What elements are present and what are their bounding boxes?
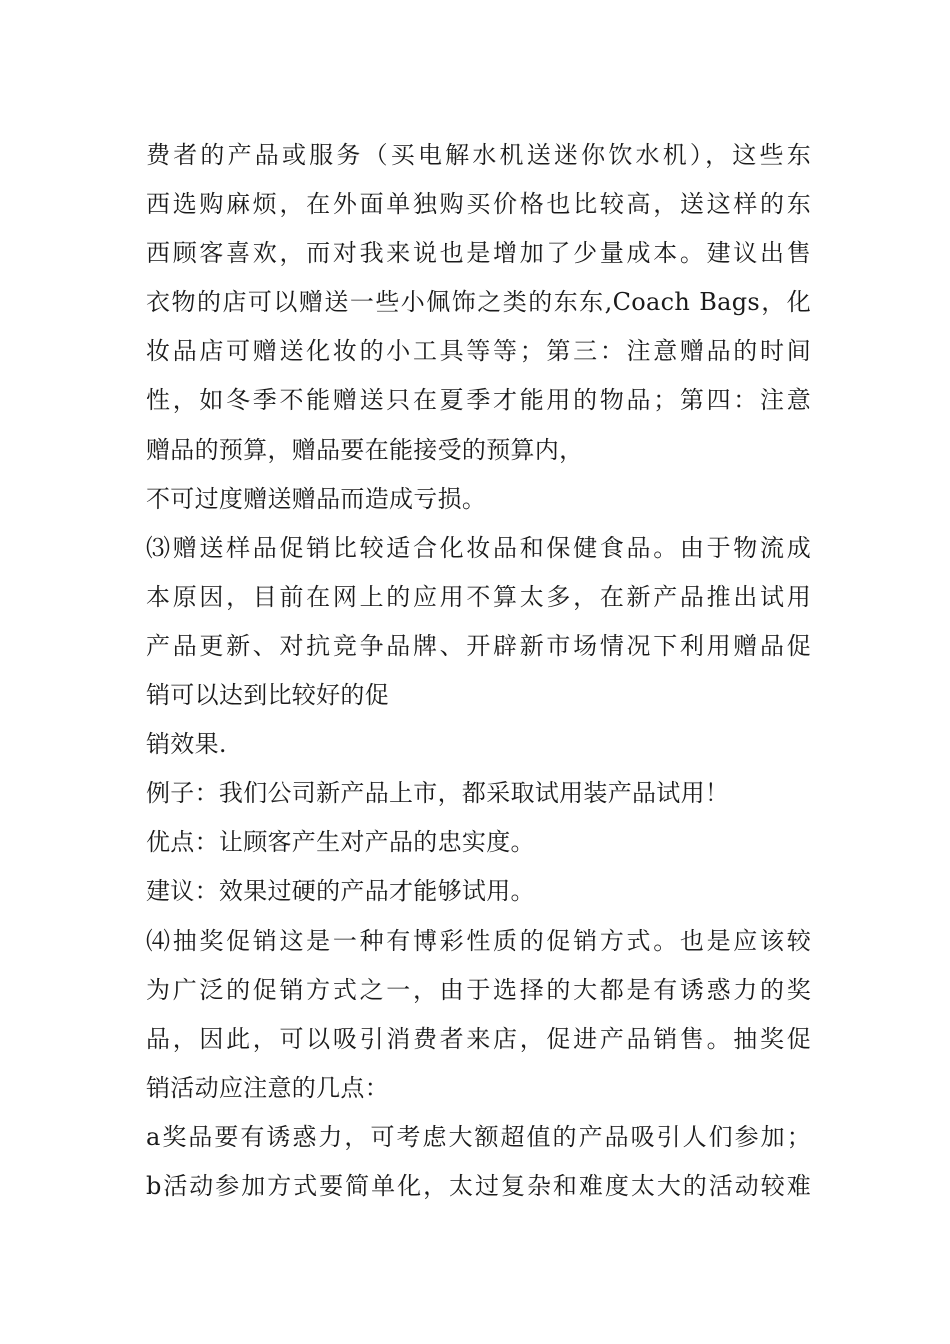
text-line: 销效果. [146,730,227,759]
text-line: 西顾客喜欢，而对我来说也是增加了少量成本。建议出售 [146,239,811,268]
text-line: b活动参加方式要简单化，太过复杂和难度太大的活动较难 [146,1171,811,1200]
text-line: 费者的产品或服务（买电解水机送迷你饮水机），这些东 [146,141,811,169]
text-line: 优点：让顾客产生对产品的忠实度。 [146,828,535,857]
text-line: 销活动应注意的几点： [146,1073,389,1102]
text-line: 赠品的预算，赠品要在能接受的预算内， [146,435,584,464]
text-line: 妆品店可赠送化妆的小工具等等；第三：注意赠品的时间 [146,337,811,366]
text-line: 性，如冬季不能赠送只在夏季才能用的物品；第四：注意 [146,386,811,415]
text-line: 销可以达到比较好的促 [146,681,389,710]
text-line: 衣物的店可以赠送一些小佩饰之类的东东,Coach Bags，化 [146,288,811,317]
text-line: 为广泛的促销方式之一，由于选择的大都是有诱惑力的奖 [146,975,811,1004]
text-line: ⑶赠送样品促销比较适合化妆品和保健食品。由于物流成 [146,533,811,562]
text-line: 例子：我们公司新产品上市，都采取试用装产品试用！ [146,779,730,808]
text-line: 西选购麻烦，在外面单独购买价格也比较高，送这样的东 [146,190,811,219]
text-line: 产品更新、对抗竞争品牌、开辟新市场情况下利用赠品促 [146,631,811,660]
text-line: 不可过度赠送赠品而造成亏损。 [146,484,487,513]
text-line: 品，因此，可以吸引消费者来店，促进产品销售。抽奖促 [146,1024,811,1053]
text-line: 本原因，目前在网上的应用不算太多，在新产品推出试用 [146,582,811,611]
text-line: a奖品要有诱惑力，可考虑大额超值的产品吸引人们参加； [146,1122,811,1151]
body-text [146,131,811,1211]
text-line: 建议：效果过硬的产品才能够试用。 [146,877,535,906]
text-line: ⑷抽奖促销这是一种有博彩性质的促销方式。也是应该较 [146,926,811,955]
